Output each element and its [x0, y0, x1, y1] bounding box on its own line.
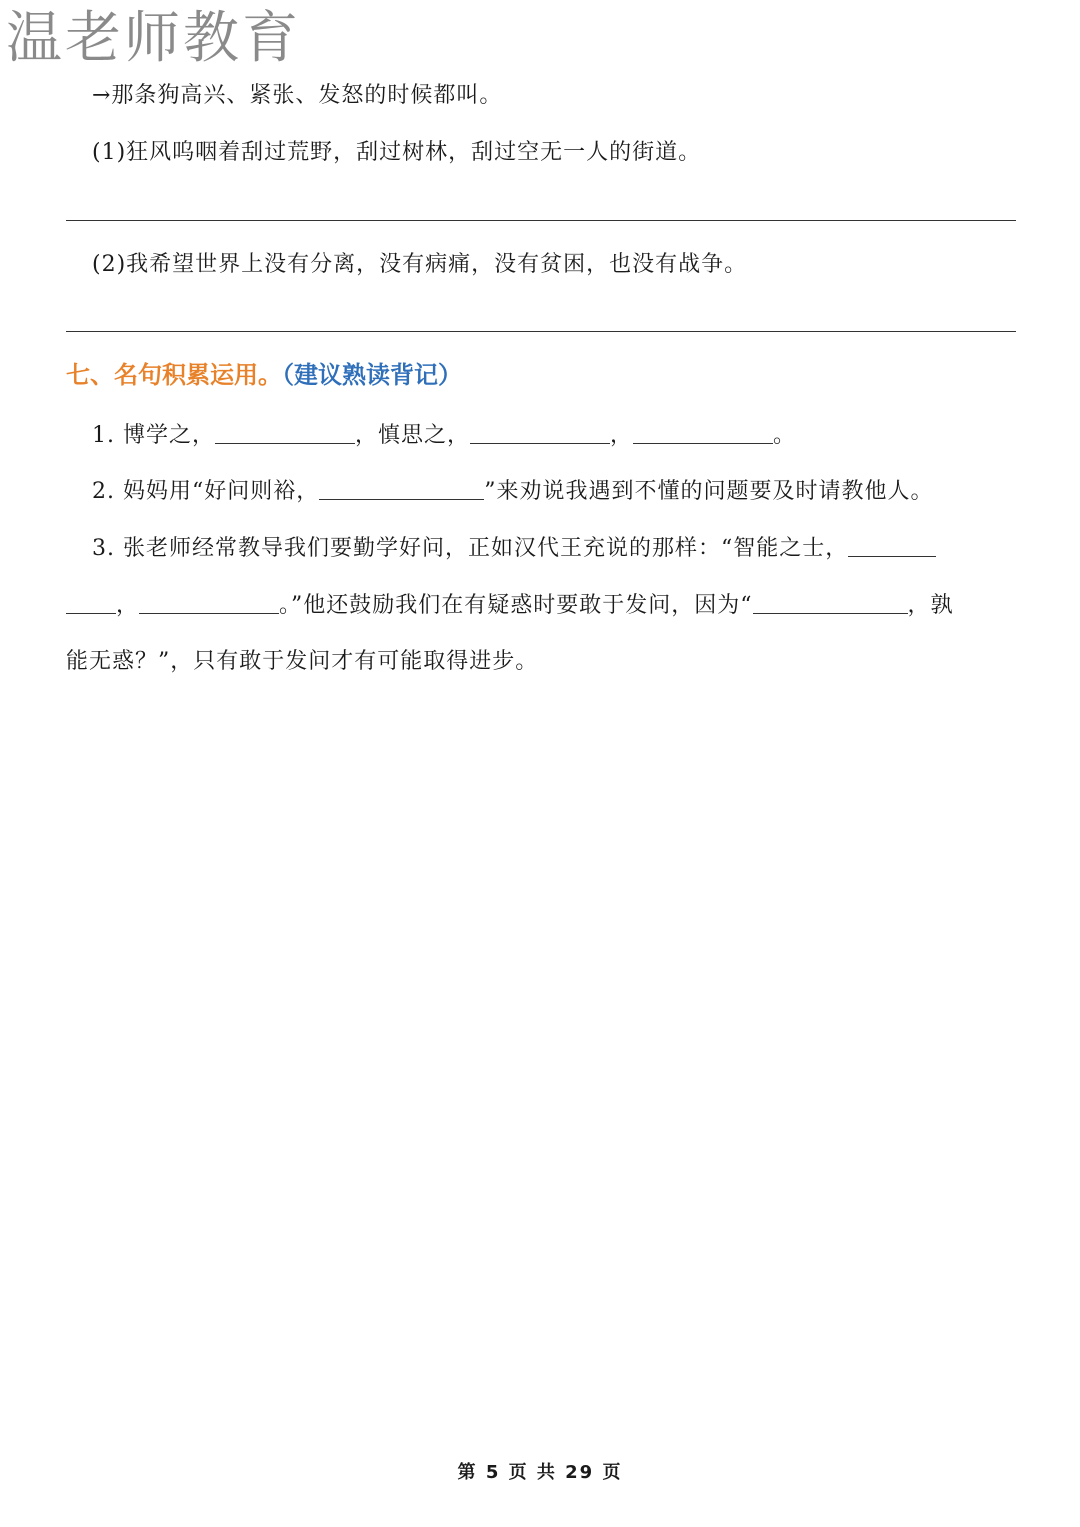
q1-text-d: 。	[773, 423, 797, 448]
q1-text-a: 1. 博学之，	[92, 423, 215, 448]
q3-blank-3[interactable]	[753, 591, 908, 614]
question-2	[92, 476, 933, 508]
section-note: （建议熟读背记）	[282, 361, 462, 389]
q2-blank-1[interactable]	[319, 477, 484, 500]
question-3-line-2	[66, 590, 954, 622]
q1-blank-3[interactable]	[633, 421, 773, 444]
page-footer: 第 5 页 共 29 页	[457, 1462, 623, 1483]
exercise-1-sentence: (1)狂风呜咽着刮过荒野，刮过树林，刮过空无一人的街道。	[92, 140, 702, 165]
question-3-line-3: 能无惑？”，只有敢于发问才有可能取得进步。	[66, 649, 539, 674]
section-title: 七、名句积累运用。	[66, 361, 282, 389]
q1-blank-1[interactable]	[215, 421, 355, 444]
q3-blank-1b[interactable]	[66, 591, 116, 614]
q2-text-a: 2. 妈妈用“好问则裕，	[92, 479, 320, 504]
q3-blank-2[interactable]	[139, 591, 279, 614]
watermark: 温老师教育	[6, 6, 301, 71]
q3-text-a: 3. 张老师经常教导我们要勤学好问，正如汉代王充说的那样：“智能之士，	[92, 536, 849, 561]
question-1	[92, 420, 796, 452]
exercise-1-answer-line[interactable]	[66, 220, 1016, 221]
q3-text-d: ，孰	[907, 593, 954, 618]
q3-text-b: ，	[116, 593, 140, 618]
exercise-2-answer-line[interactable]	[66, 331, 1016, 332]
section-heading	[66, 358, 462, 392]
question-3-line-1	[92, 533, 936, 565]
exercise-2-sentence: (2)我希望世界上没有分离，没有病痛，没有贫困，也没有战争。	[92, 252, 748, 277]
q1-blank-2[interactable]	[470, 421, 610, 444]
q3-text-c: 。”他还鼓励我们在有疑惑时要敢于发问，因为“	[279, 593, 753, 618]
q1-text-b: ，慎思之，	[354, 423, 470, 448]
intro-line: →那条狗高兴、紧张、发怒的时候都叫。	[92, 83, 503, 108]
q2-text-b: ”来劝说我遇到不懂的问题要及时请教他人。	[484, 479, 934, 504]
q1-text-c: ，	[610, 423, 634, 448]
q3-blank-1a[interactable]	[848, 534, 936, 557]
